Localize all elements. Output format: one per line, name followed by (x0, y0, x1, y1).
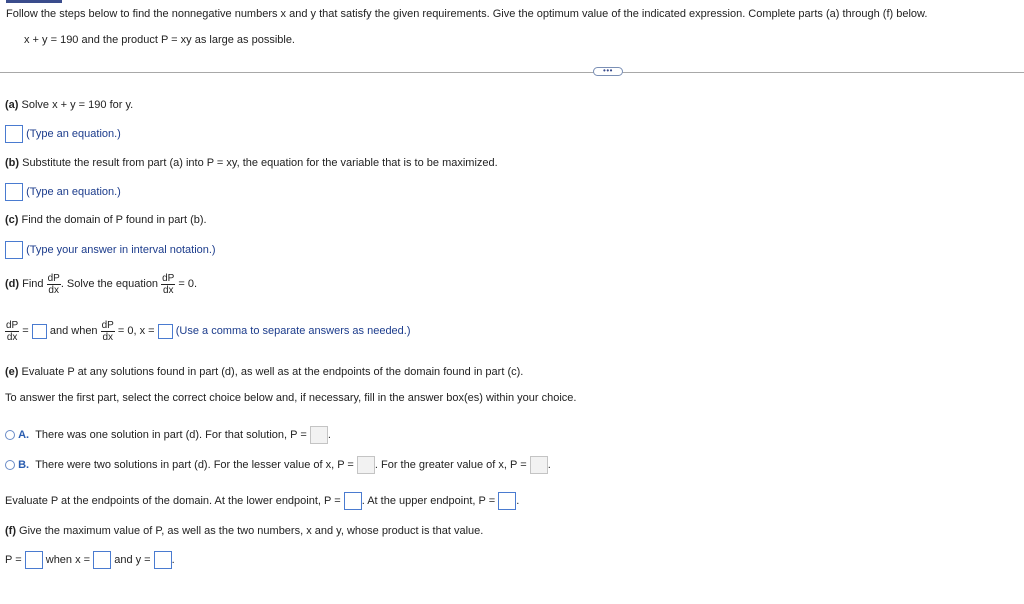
part-e-prompt (5, 365, 523, 379)
part-d-find-text: Find (19, 278, 44, 290)
dp-dx-fraction (5, 320, 19, 343)
part-b-label: (b) (5, 157, 20, 169)
critical-x-answer-box[interactable] (158, 324, 173, 339)
part-c-prompt (5, 213, 207, 227)
choice-b-text: There were two solutions in part (d). For the lesser value of x, P = (35, 459, 354, 471)
p-equals-text: P = (5, 554, 22, 566)
y-answer-box[interactable] (154, 551, 172, 569)
section-divider (0, 72, 1024, 73)
choice-b-period: . (547, 459, 551, 471)
instructions-text: Follow the steps below to find the nonnegative numbers x and y that satisfy the given requirements. Give the optimum value of the indicated expression. Complete parts (a) through (f) below. (6, 8, 928, 20)
part-c-answer-box[interactable] (5, 241, 23, 259)
part-b-answer-box[interactable] (5, 183, 23, 201)
choice-b-radio[interactable] (5, 460, 15, 470)
part-e-text: Evaluate P at any solutions found in part (d), as well as at the endpoints of the domain found in part (c). (18, 366, 524, 378)
choice-b-row[interactable] (5, 456, 551, 474)
part-c-hint: (Type your answer in interval notation.) (26, 243, 216, 256)
part-a-prompt (5, 98, 133, 112)
fraction-denominator: dx (6, 331, 18, 343)
choice-b-greater-answer-box[interactable] (530, 456, 548, 474)
fraction-numerator: dP (162, 272, 175, 284)
lower-endpoint-answer-box[interactable] (344, 492, 362, 510)
part-b-hint: (Type an equation.) (26, 185, 121, 198)
part-f-prompt (5, 524, 483, 538)
when-x-text: when x = (45, 554, 91, 566)
part-a-answer-box[interactable] (5, 125, 23, 143)
part-c-label: (c) (5, 214, 19, 226)
and-when-text: and when (49, 325, 98, 337)
part-f-text: Give the maximum value of P, as well as the two numbers, x and y, whose product is that value. (16, 525, 484, 537)
problem-statement: x + y = 190 and the product P = xy as large as possible. (24, 34, 295, 46)
part-d-solve-text: . Solve the equation (60, 278, 159, 290)
choice-a-letter: A. (18, 429, 30, 441)
derivative-answer-box[interactable] (32, 324, 47, 339)
endpoints-text2: . At the upper endpoint, P = (361, 495, 496, 507)
eq-zero-x-text: = 0, x = (114, 325, 155, 337)
more-options-button[interactable]: ••• (593, 67, 623, 76)
part-b-answer-row (5, 183, 121, 201)
part-d-label: (d) (5, 278, 20, 290)
choice-b-text2: . For the greater value of x, P = (374, 459, 527, 471)
fraction-numerator: dP (6, 319, 19, 331)
fraction-denominator: dx (162, 284, 174, 296)
part-b-prompt (5, 156, 498, 170)
dp-dx-fraction (101, 320, 115, 343)
part-a-label: (a) (5, 99, 19, 111)
x-answer-box[interactable] (93, 551, 111, 569)
part-d-hint: (Use a comma to separate answers as needed.) (175, 325, 411, 337)
part-d-prompt (5, 272, 197, 296)
part-a-answer-row (5, 125, 121, 143)
endpoints-period: . (516, 495, 520, 507)
part-e-instruction: To answer the first part, select the correct choice below and, if necessary, fill in the answer box(es) within your choice. (5, 392, 577, 404)
part-d-answer-row (5, 319, 411, 343)
part-f-label: (f) (5, 525, 16, 537)
choice-a-radio[interactable] (5, 430, 15, 440)
fraction-denominator: dx (102, 331, 114, 343)
choice-a-row[interactable] (5, 426, 331, 444)
choice-a-text: There was one solution in part (d). For that solution, P = (35, 429, 307, 441)
part-a-text: Solve x + y = 190 for y. (18, 99, 134, 111)
choice-b-letter: B. (18, 459, 30, 471)
dp-dx-fraction (161, 273, 175, 296)
dp-dx-fraction (47, 273, 61, 296)
fraction-numerator: dP (47, 272, 60, 284)
choice-a-period: . (327, 429, 331, 441)
endpoints-row (5, 492, 519, 510)
part-c-text: Find the domain of P found in part (b). (18, 214, 207, 226)
fraction-denominator: dx (48, 284, 59, 296)
part-c-answer-row (5, 241, 216, 259)
and-y-text: and y = (114, 554, 151, 566)
part-e-label: (e) (5, 366, 19, 378)
part-b-text: Substitute the result from part (a) into P = xy, the equation for the variable that is to be maximized. (19, 157, 498, 169)
part-f-answer-row (5, 551, 175, 569)
part-d-eq-zero-text: = 0. (175, 278, 198, 290)
fraction-numerator: dP (101, 319, 114, 331)
part-f-period: . (171, 554, 175, 566)
choice-a-answer-box[interactable] (310, 426, 328, 444)
part-a-hint: (Type an equation.) (26, 127, 121, 140)
choice-b-lesser-answer-box[interactable] (357, 456, 375, 474)
derivative-equals: = (19, 325, 29, 337)
max-p-answer-box[interactable] (25, 551, 43, 569)
endpoints-text1: Evaluate P at the endpoints of the domain. At the lower endpoint, P = (5, 495, 341, 507)
header-accent-bar (6, 0, 62, 3)
upper-endpoint-answer-box[interactable] (498, 492, 516, 510)
